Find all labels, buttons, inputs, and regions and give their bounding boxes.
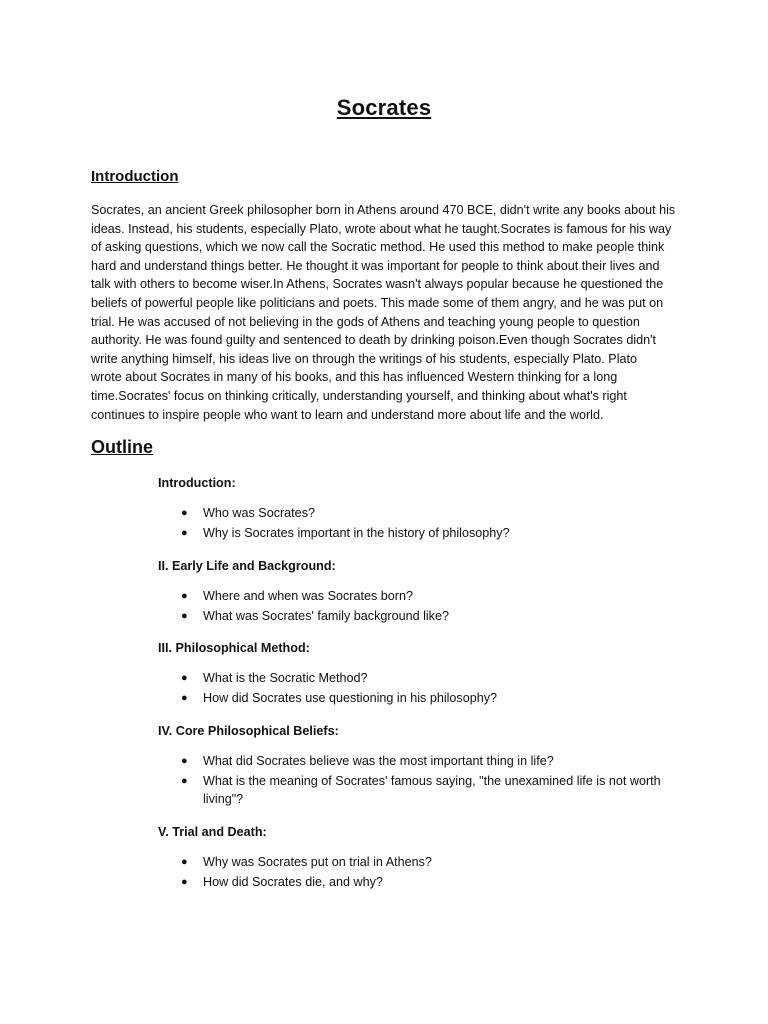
introduction-line: Socrates, an ancient Greek philosopher born in Athens around 470 BCE, didn't write any books about his <box>91 203 676 217</box>
outline-heading: Outline <box>91 437 153 457</box>
introduction-line: wrote about Socrates in many of his books, and this has influenced Western thinking for a long <box>91 370 618 385</box>
bullet-icon: ● <box>181 609 188 622</box>
outline-section-core-beliefs <box>158 722 698 809</box>
list-item-text: Why was Socrates put on trial in Athens? <box>203 854 432 869</box>
introduction-heading: Introduction <box>91 168 179 185</box>
introduction-line: trial. He was accused of not believing in the gods of Athens and teaching young people to question <box>91 314 640 329</box>
list-item <box>158 873 698 892</box>
list-item-text: What is the Socratic Method? <box>203 671 368 685</box>
outline-section-title: III. Philosophical Method: <box>158 641 310 655</box>
list-item-text: What did Socrates believe was the most important thing in life? <box>203 753 554 768</box>
list-item <box>158 607 698 626</box>
introduction-line: of asking questions, which we now call the Socratic method. He used this method to make people think <box>91 240 665 255</box>
list-item-text: What was Socrates' family background like? <box>203 608 449 623</box>
outline-section-title: Introduction: <box>158 476 236 490</box>
list-item <box>158 504 698 523</box>
list-item <box>158 752 698 771</box>
outline-section-introduction <box>158 474 698 543</box>
list-item-text: How did Socrates use questioning in his philosophy? <box>203 691 498 705</box>
list-item-text: What is the meaning of Socrates' famous saying, "the unexamined life is not worth living"? <box>203 773 661 806</box>
bullet-icon: ● <box>181 692 188 704</box>
list-item-text: Where and when was Socrates born? <box>203 588 414 603</box>
list-item <box>158 587 698 606</box>
outline-section-trial-and-death <box>158 823 698 892</box>
bullet-icon: ● <box>181 875 188 888</box>
outline-bullet-list <box>158 853 698 892</box>
outline-bullet-list <box>158 752 698 809</box>
introduction-line: time.Socrates' focus on thinking critically, understanding yourself, and thinking about what's right <box>91 388 627 403</box>
introduction-line: write anything himself, his ideas live on through the writings of his students, especially Plato. Plato <box>91 351 638 366</box>
outline-bullet-list <box>158 504 698 543</box>
introduction-line: authority. He was found guilty and sentenced to death by drinking poison.Even though Socrates didn't <box>91 333 657 348</box>
list-item-text: How did Socrates die, and why? <box>203 874 383 889</box>
introduction-line: talk with others to become wiser.In Athens, Socrates wasn't always popular because he questioned the <box>91 277 664 292</box>
introduction-line: ideas. Instead, his students, especially Plato, wrote about what he taught.Socrates is famous for his way <box>91 221 672 236</box>
list-item <box>158 689 698 708</box>
list-item <box>158 669 698 688</box>
list-item-text: Why is Socrates important in the history of philosophy? <box>203 526 510 540</box>
bullet-icon: ● <box>181 507 188 519</box>
bullet-icon: ● <box>181 527 188 539</box>
outline-section-early-life <box>158 557 698 626</box>
list-item <box>158 524 698 543</box>
list-item-text: Who was Socrates? <box>203 506 315 520</box>
outline-section-philosophical-method <box>158 639 698 708</box>
bullet-icon: ● <box>181 855 188 868</box>
list-item <box>158 772 698 809</box>
introduction-line: continues to inspire people who want to learn and understand more about life and the world. <box>91 407 604 422</box>
document-title: Socrates <box>336 95 432 120</box>
bullet-icon: ● <box>181 672 188 684</box>
bullet-icon: ● <box>181 774 188 787</box>
introduction-line: hard and understand things better. He thought it was important for people to think about their lives and <box>91 258 660 273</box>
bullet-icon: ● <box>181 589 188 602</box>
outline-list <box>158 474 698 905</box>
outline-bullet-list <box>158 587 698 626</box>
list-item <box>158 853 698 872</box>
outline-bullet-list <box>158 669 698 708</box>
outline-section-title: V. Trial and Death: <box>158 824 267 839</box>
outline-section-title: II. Early Life and Background: <box>158 558 336 573</box>
introduction-paragraph <box>91 201 683 424</box>
outline-section-title: IV. Core Philosophical Beliefs: <box>158 723 339 738</box>
introduction-line: beliefs of powerful people like politicians and poets. This made some of them angry, and he was put on <box>91 295 664 310</box>
bullet-icon: ● <box>181 754 188 767</box>
